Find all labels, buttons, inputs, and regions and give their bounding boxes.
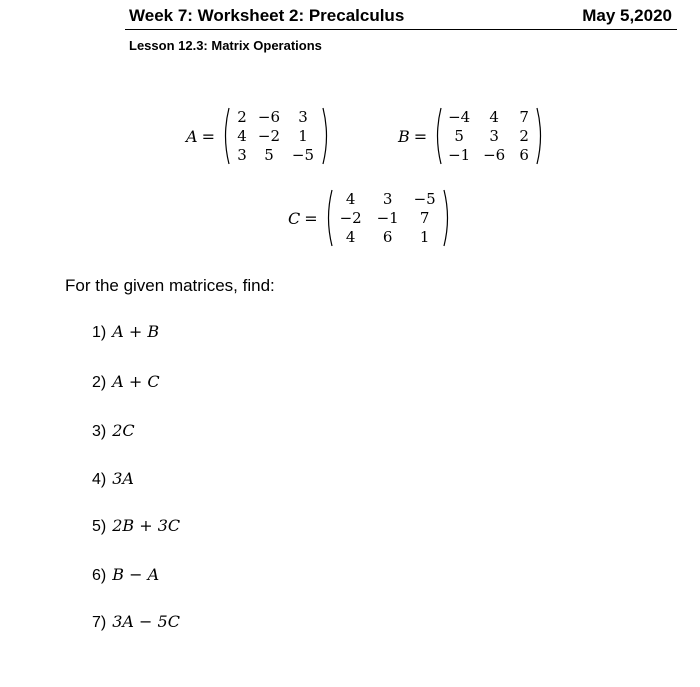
matrix-cell: −5 — [291, 146, 315, 164]
matrix-cell: −1 — [448, 146, 471, 164]
matrix-b-grid — [443, 109, 535, 163]
problem-number: 5) — [92, 518, 107, 535]
matrix-cell: 6 — [519, 146, 529, 164]
right-paren-icon — [442, 188, 452, 248]
matrix-a — [186, 106, 331, 166]
left-paren-icon — [433, 106, 443, 166]
matrix-a-equals: = — [201, 126, 215, 146]
matrix-a-grid — [231, 109, 321, 163]
matrix-cell: 1 — [419, 228, 430, 246]
matrix-cell: −1 — [376, 209, 399, 227]
matrix-cell: 5 — [454, 127, 464, 145]
problem-expression: 3A — [112, 469, 134, 488]
problem-expression: A + B — [112, 322, 160, 341]
matrix-cell: 3 — [489, 127, 499, 145]
matrix-a-name: A — [186, 126, 198, 146]
problem-item — [92, 565, 159, 585]
header-divider — [125, 29, 677, 30]
problem-number: 7) — [92, 614, 107, 631]
matrix-cell: 2 — [237, 108, 247, 126]
problem-expression: B − A — [112, 565, 160, 584]
instructions-text: For the given matrices, find: — [65, 276, 275, 295]
problem-number: 1) — [92, 324, 107, 341]
problem-item — [92, 469, 134, 489]
matrix-cell: −6 — [257, 108, 281, 126]
matrix-cell: 1 — [298, 127, 308, 145]
left-paren-icon — [324, 188, 334, 248]
matrix-c-equals: = — [304, 208, 318, 228]
matrix-cell: 7 — [519, 108, 529, 126]
matrix-b-equals: = — [413, 126, 428, 146]
matrix-c — [288, 188, 452, 248]
problem-expression: 2B + 3C — [112, 516, 181, 535]
worksheet-date: May 5,2020 — [582, 6, 672, 25]
problem-item — [92, 612, 180, 632]
matrix-cell: 6 — [382, 228, 393, 246]
matrix-cell: 4 — [345, 190, 356, 208]
right-paren-icon — [321, 106, 331, 166]
matrix-cell: 4 — [237, 127, 247, 145]
matrix-b — [398, 106, 545, 166]
problem-number: 2) — [92, 374, 107, 391]
worksheet-title: Week 7: Worksheet 2: Precalculus — [129, 6, 405, 25]
problem-expression: 2C — [112, 421, 135, 440]
matrix-b-name: B — [398, 126, 410, 146]
problem-number: 4) — [92, 471, 107, 488]
matrix-cell: 4 — [345, 228, 356, 246]
problem-item — [92, 372, 160, 392]
matrix-cell: −2 — [257, 127, 281, 145]
problem-item — [92, 322, 159, 342]
matrix-cell: 3 — [298, 108, 308, 126]
matrix-cell: 2 — [519, 127, 529, 145]
matrix-c-grid — [334, 191, 442, 245]
left-paren-icon — [221, 106, 231, 166]
lesson-title: Lesson 12.3: Matrix Operations — [129, 38, 322, 53]
problem-item — [92, 421, 135, 441]
matrix-cell: 3 — [237, 146, 247, 164]
problem-number: 3) — [92, 423, 107, 440]
matrix-cell: 3 — [382, 190, 393, 208]
matrix-cell: −4 — [448, 108, 471, 126]
problem-expression: 3A − 5C — [112, 612, 180, 631]
right-paren-icon — [535, 106, 545, 166]
matrix-cell: −5 — [413, 190, 436, 208]
matrix-cell: 7 — [419, 209, 430, 227]
matrix-cell: −6 — [483, 146, 506, 164]
matrix-cell: −2 — [339, 209, 362, 227]
matrix-cell: 4 — [489, 108, 499, 126]
problem-expression: A + C — [112, 372, 160, 391]
problem-item — [92, 516, 180, 536]
matrix-cell: 5 — [264, 146, 274, 164]
matrix-c-name: C — [288, 208, 301, 228]
problem-number: 6) — [92, 567, 107, 584]
